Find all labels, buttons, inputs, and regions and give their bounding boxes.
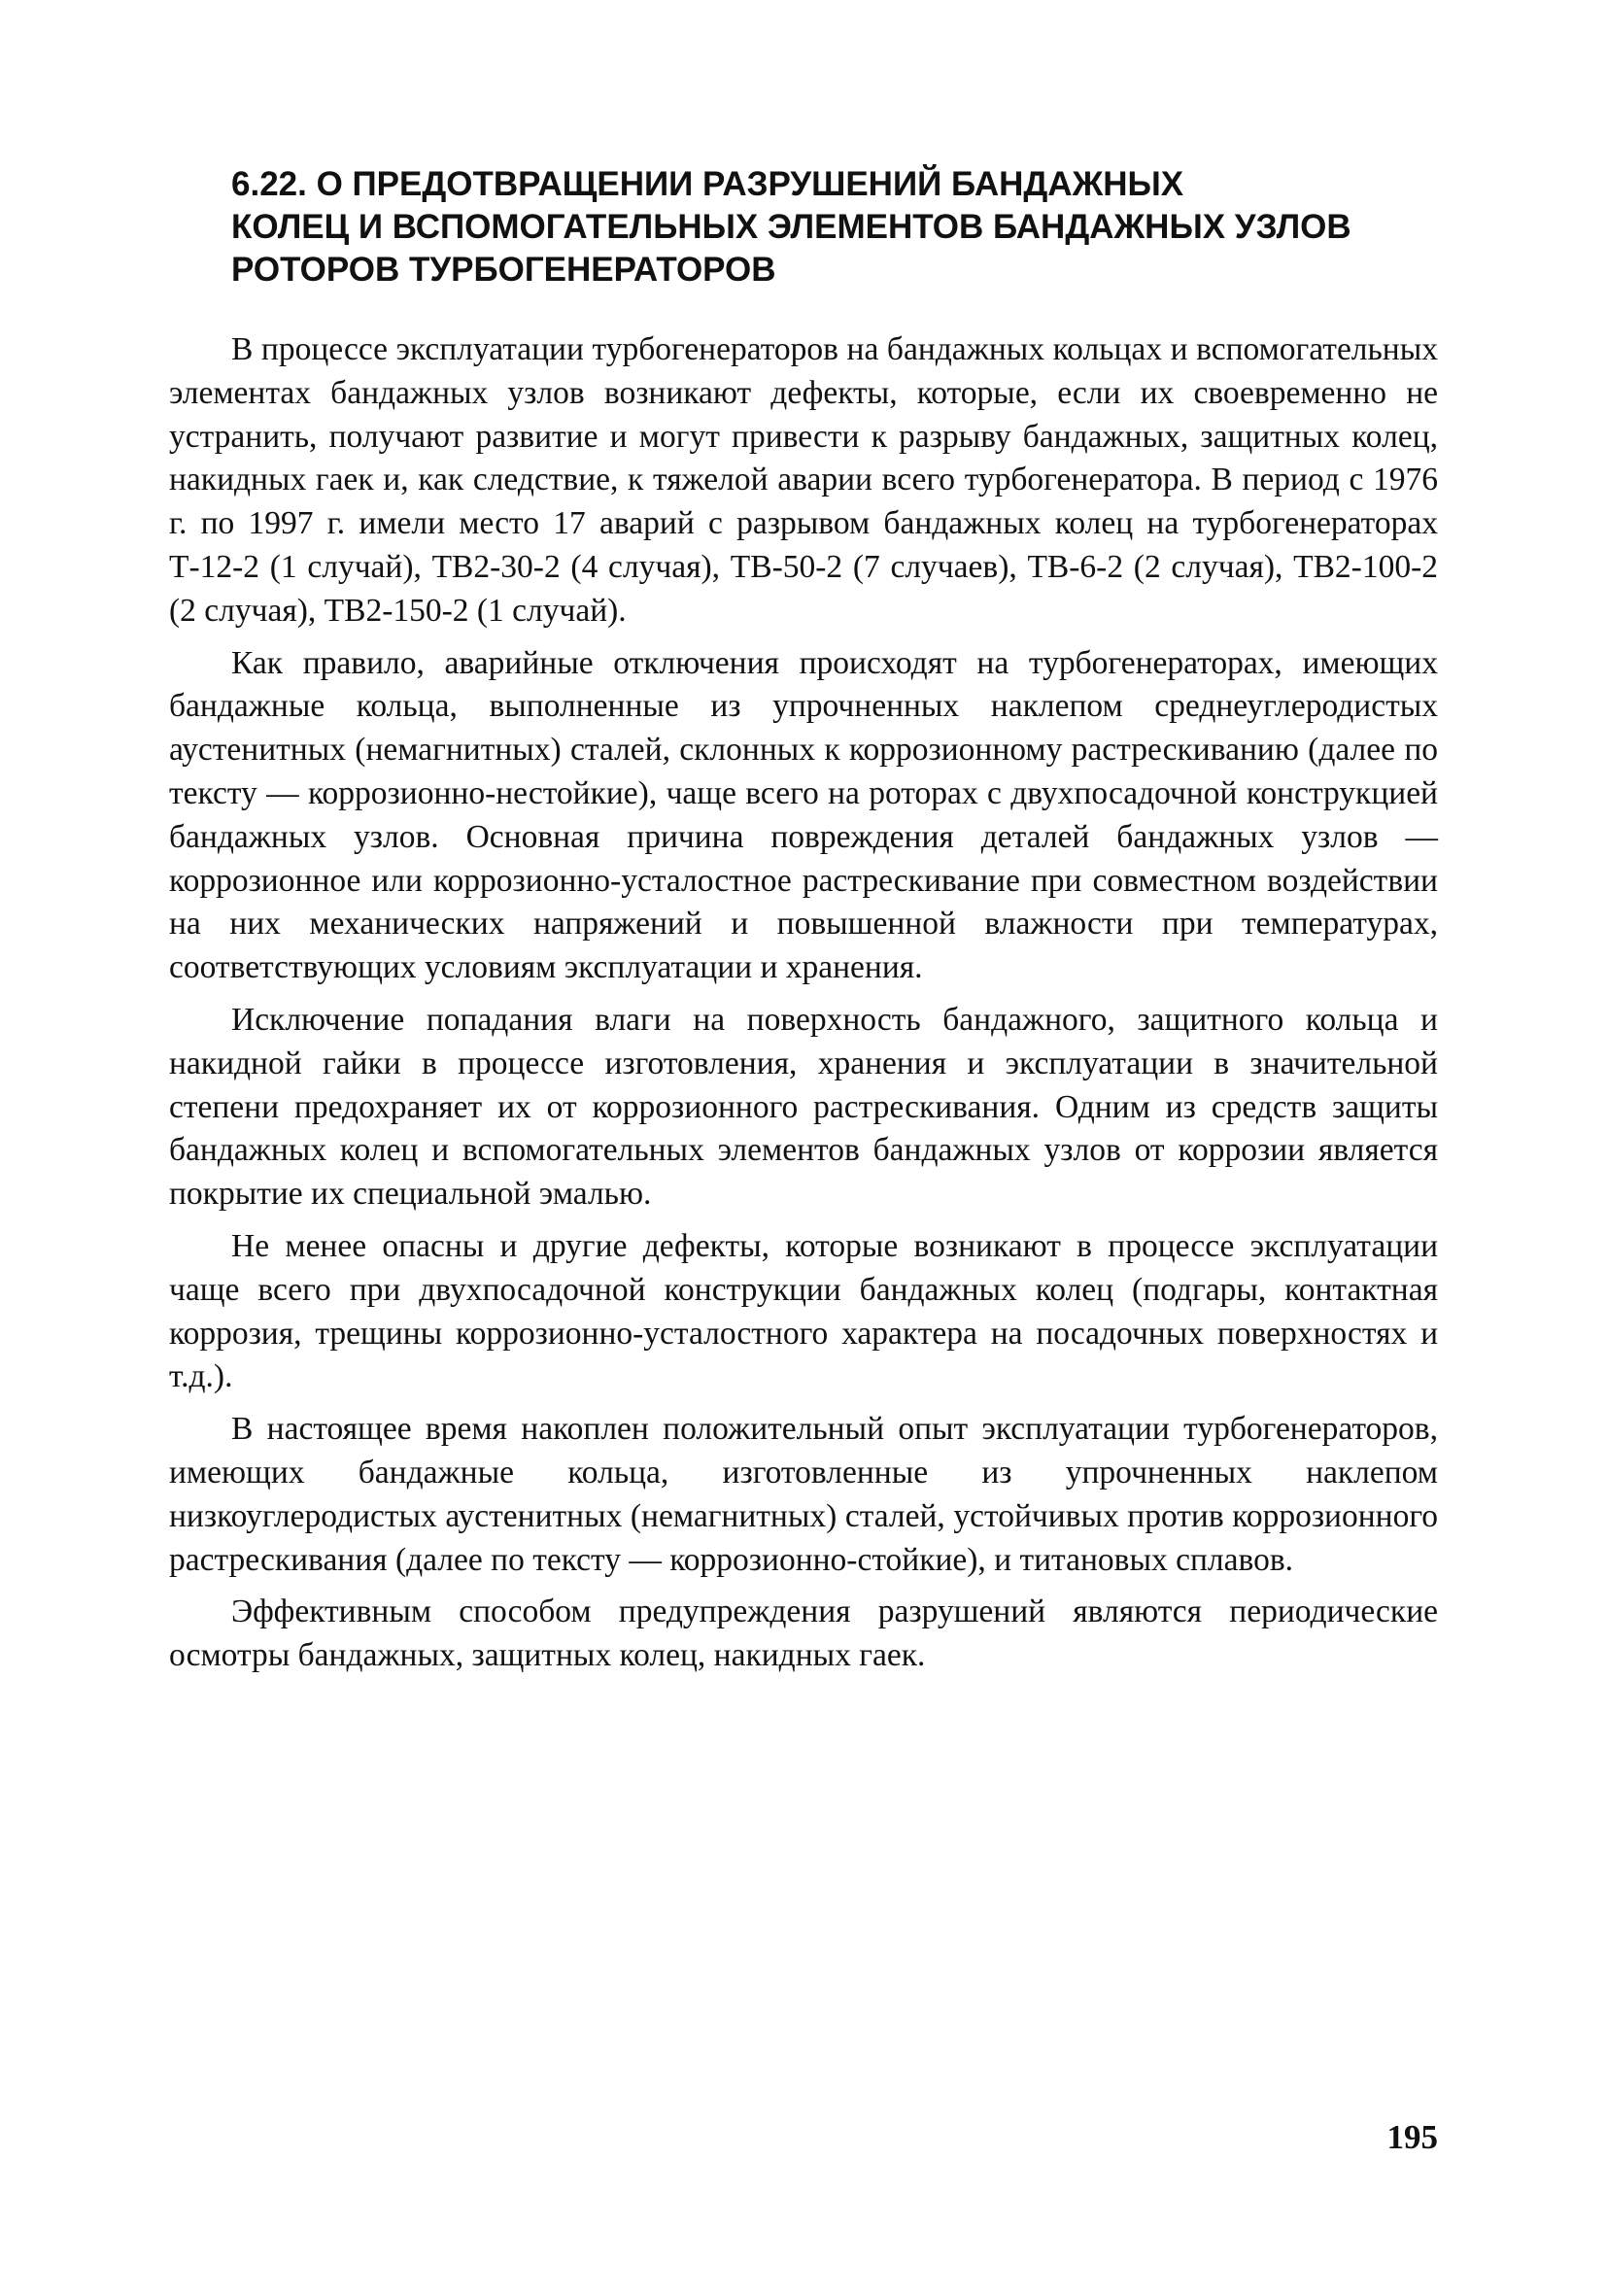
section-heading-line: 6.22. О ПРЕДОТВРАЩЕНИИ РАЗРУШЕНИЙ БАНДАЖНЫХ xyxy=(231,165,1184,203)
section-heading xyxy=(169,163,1438,291)
section-heading-line: РОТОРОВ ТУРБОГЕНЕРАТОРОВ xyxy=(231,251,776,289)
paragraph-other-defects: Не менее опасны и другие дефекты, которые возникают в процессе эксплуатации чаще всего при двухпосадочной конструкции бандажных колец (подгары, контактная коррозия, трещины коррозионно-усталостного характера на посадочных поверхностях и т.д.). xyxy=(169,1227,1438,1395)
paragraph-accident-statistics: В процессе эксплуатации турбогенераторов на бандажных кольцах и вспомогательных элементах бандажных узлов возникают дефекты, которые, если их своевременно не устранить, получают развитие и могут привести к разрыву бандажных, защитных колец, накидных гаек и, как следствие, к тяжелой аварии всего турбогенератора. В период с 1976 г. по 1997 г. имели место 17 аварий с разрывом бандажных колец на турбогенераторах Т-12-2 (1 случай), ТВ2-30-2 (4 случая), ТВ-50-2 (7 случаев), ТВ-6-2 (2 случая), ТВ2-100-2 (2 случая), ТВ2-150-2 (1 случай). xyxy=(169,331,1438,629)
section-heading-line: КОЛЕЦ И ВСПОМОГАТЕЛЬНЫХ ЭЛЕМЕНТОВ БАНДАЖНЫХ УЗЛОВ xyxy=(231,208,1351,246)
book-page xyxy=(169,163,1438,2223)
paragraph-moisture-protection: Исключение попадания влаги на поверхность бандажного, защитного кольца и накидной гайки в процессе изготовления, хранения и эксплуатации в значительной степени предохраняет их от коррозионного растрескивания. Одним из средств защиты бандажных колец и вспомогательных элементов бандажных узлов от коррозии является покрытие их специальной эмалью. xyxy=(169,1001,1438,1213)
paragraph-periodic-inspections: Эффективным способом предупреждения разрушений являются периодические осмотры бандажных, защитных колец, накидных гаек. xyxy=(169,1593,1438,1674)
paragraph-failure-causes: Как правило, аварийные отключения происходят на турбогенераторах, имеющих бандажные кольца, выполненные из упрочненных наклепом среднеуглеродистых аустенитных (немагнитных) сталей, склонных к коррозионному растрескиванию (далее по тексту — коррозионно-нестойкие), чаще всего на роторах с двухпосадочной конструкцией бандажных узлов. Основная причина повреждения деталей бандажных узлов — коррозионное или коррозионно-усталостное растрескивание при совместном воздействии на них механических напряжений и повышенной влажности при температурах, соответствующих условиям эксплуатации и хранения. xyxy=(169,644,1438,986)
paragraph-positive-experience: В настоящее время накоплен положительный опыт эксплуатации турбогенераторов, имеющих бандажные кольца, изготовленные из упрочненных наклепом низкоуглеродистых аустенитных (немагнитных) сталей, устойчивых против коррозионного растрескивания (далее по тексту — коррозионно-стойкие), и титановых сплавов. xyxy=(169,1411,1438,1578)
page-number: 195 xyxy=(1386,2118,1438,2156)
